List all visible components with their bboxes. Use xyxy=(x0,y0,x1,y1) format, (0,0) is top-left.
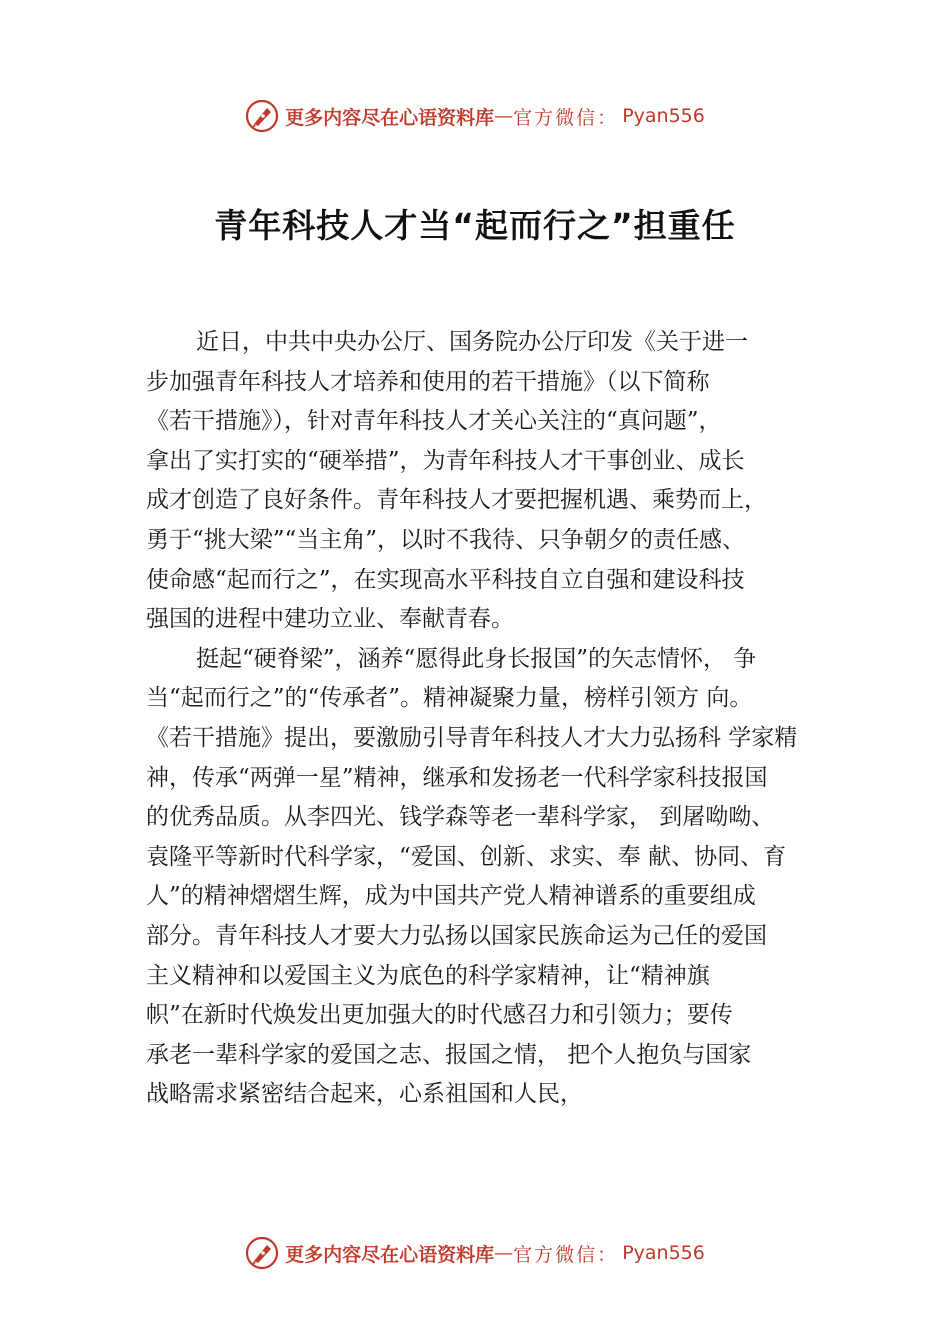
body-line: 战略需求紧密结合起来，心系祖国和人民， xyxy=(146,1081,583,1108)
body-line: 袁隆平等新时代科学家，“爱国、创新、求实、奉 献、协同、育 xyxy=(146,843,787,870)
body-line: 主义精神和以爱国主义为底色的科学家精神，让“精神旗 xyxy=(146,962,710,989)
footer-watermark xyxy=(0,1233,950,1273)
body-line: 的优秀品质。从李四光、钱学森等老一辈科学家， 到屠呦呦、 xyxy=(146,804,775,831)
article-title: 青年科技人才当“起而行之”担重任 xyxy=(214,206,736,245)
body-line: 强国的进程中建功立业、奉献青春。 xyxy=(146,606,514,633)
body-line: 使命感“起而行之”，在实现高水平科技自立自强和建设科技 xyxy=(146,566,745,593)
body-line: 当“起而行之”的“传承者”。精神凝聚力量，榜样引领方 向。 xyxy=(146,685,753,712)
body-line: 神，传承“两弹一星”精神，继承和发扬老一代科学家科技报国 xyxy=(146,764,768,791)
body-line: 成才创造了良好条件。青年科技人才要把握机遇、乘势而上， xyxy=(146,487,767,514)
watermark-wechat-id: Pyan556 xyxy=(622,105,705,127)
body-line: 部分。青年科技人才要大力弘扬以国家民族命运为己任的爱国 xyxy=(146,922,767,949)
watermark-wechat-id: Pyan556 xyxy=(622,1242,705,1264)
watermark-separator: — xyxy=(494,1242,514,1264)
watermark-wechat-label: 官方微信： xyxy=(513,106,619,129)
body-line: 步加强青年科技人才培养和使用的若干措施》（以下简称 xyxy=(146,368,710,395)
body-line: 近日，中共中央办公厅、国务院办公厅印发《关于进一 xyxy=(196,329,748,355)
pen-nib-logo-icon xyxy=(245,1236,279,1270)
watermark-separator: — xyxy=(494,105,514,127)
watermark-main-text: 更多内容尽在心语资料库 xyxy=(285,106,495,129)
body-line: 拿出了实打实的“硬举措”，为青年科技人才干事创业、成长 xyxy=(146,447,745,474)
body-line: 勇于“挑大梁”“当主角”，以时不我待、只争朝夕的责任感、 xyxy=(146,526,746,553)
body-line: 承老一辈科学家的爱国之志、报国之情， 把个人抱负与国家 xyxy=(146,1041,752,1068)
body-line: 《若干措施》），针对青年科技人才关心关注的“真问题”， xyxy=(146,408,722,435)
pen-nib-logo-icon xyxy=(245,99,279,133)
watermark-main-text: 更多内容尽在心语资料库 xyxy=(285,1243,495,1266)
body-line: 挺起“硬脊梁”，涵养“愿得此身长报国”的矢志情怀， 争 xyxy=(196,645,757,672)
article-body xyxy=(146,323,836,1115)
header-watermark xyxy=(0,96,950,136)
body-line: 《若干措施》提出，要激励引导青年科技人才大力弘扬科 学家精 xyxy=(146,724,798,751)
body-line: 人”的精神熠熠生辉，成为中国共产党人精神谱系的重要组成 xyxy=(146,883,756,910)
watermark-wechat-label: 官方微信： xyxy=(513,1243,619,1266)
body-line: 帜”在新时代焕发出更加强大的时代感召力和引领力；要传 xyxy=(146,1002,733,1029)
